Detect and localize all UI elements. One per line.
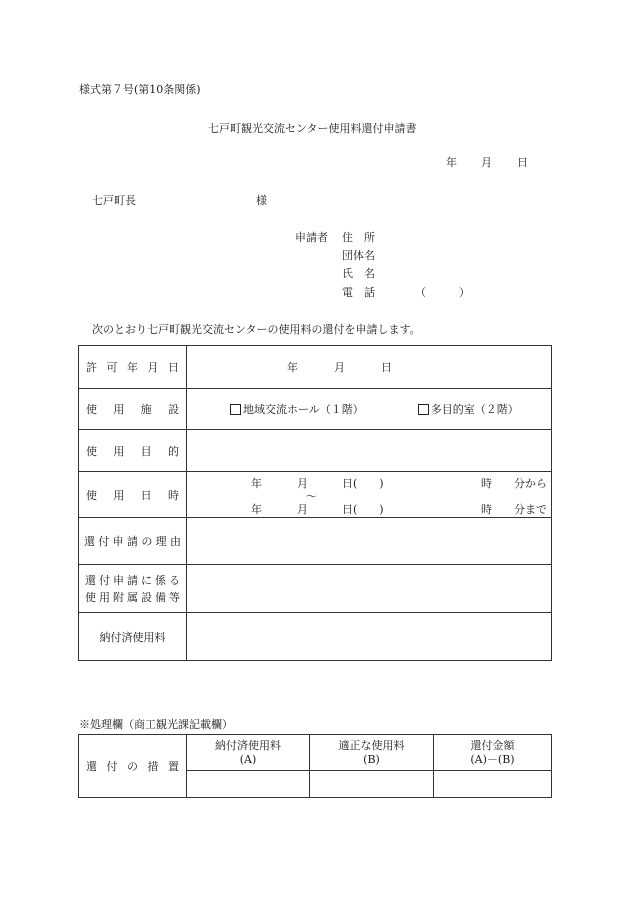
application-table [78, 345, 552, 661]
facility-row [79, 389, 552, 430]
addressee-honorific: 様 [256, 194, 267, 207]
form-title: 七戸町観光交流センター使用料還付申請書 [208, 122, 417, 135]
permit-day: 日 [381, 361, 392, 374]
col-c-value-field[interactable] [434, 771, 552, 798]
addressee-name: 七戸町長 [92, 194, 136, 207]
date-month-label: 月 [481, 156, 492, 169]
facility-label-cell: 使 用 施 設 [79, 389, 187, 430]
col-b-mark: (B) [363, 752, 380, 766]
permit-month: 月 [334, 361, 345, 374]
phone-parentheses: （ ） [415, 286, 470, 299]
group-label: 団体名 [342, 249, 375, 262]
permit-year: 年 [287, 361, 298, 374]
col-b-label: 適正な使用料 [338, 738, 405, 752]
equipment-row [79, 565, 552, 613]
processing-table [78, 734, 552, 798]
datetime-label-cell: 使 用 日 時 [79, 472, 187, 518]
applicant-label: 申請者 [295, 231, 328, 244]
start-day: 日( ) [342, 477, 384, 490]
col-c-label: 還付金額 [470, 738, 515, 752]
end-minute-until: 分まで [514, 503, 547, 516]
col-c-mark: (A)－(B) [470, 752, 515, 766]
purpose-field[interactable] [187, 430, 552, 472]
paid-fee-label-cell [79, 613, 187, 661]
hall-option-label: 地域交流ホール（１階） [243, 403, 364, 416]
processing-header-row [79, 735, 552, 771]
reason-label-cell: 還 付 申 請 の 理 由 [79, 518, 187, 565]
end-month: 月 [297, 503, 308, 516]
name-label: 氏 名 [342, 267, 375, 280]
phone-label: 電 話 [342, 286, 375, 299]
paid-fee-label: 納付済使用料 [99, 630, 166, 644]
hall-checkbox[interactable] [230, 404, 241, 415]
intro-text: 次のとおり七戸町観光交流センターの使用料の還付を申請します。 [92, 323, 421, 336]
start-year: 年 [251, 477, 262, 490]
col-a-header [187, 735, 310, 771]
date-year-label: 年 [446, 156, 457, 169]
paid-fee-row [79, 613, 552, 661]
reason-field[interactable] [187, 518, 552, 565]
permit-date-row [79, 346, 552, 389]
datetime-row [79, 472, 552, 518]
equipment-field[interactable] [187, 565, 552, 613]
start-hour: 時 [481, 477, 492, 490]
permit-date-label-cell: 許 可 年 月 日 [79, 346, 187, 389]
date-day-label: 日 [517, 156, 528, 169]
reason-row [79, 518, 552, 565]
purpose-row [79, 430, 552, 472]
col-c-header [434, 735, 552, 771]
facility-field [187, 389, 552, 430]
paid-fee-field[interactable] [187, 613, 552, 661]
end-day: 日( ) [342, 503, 384, 516]
range-tilde: ～ [306, 490, 317, 503]
col-b-value-field[interactable] [310, 771, 434, 798]
processing-heading: ※処理欄（商工観光課記載欄） [79, 718, 233, 731]
permit-date-field[interactable] [187, 346, 552, 389]
purpose-label-cell: 使 用 目 的 [79, 430, 187, 472]
datetime-field[interactable] [187, 472, 552, 518]
equipment-label-cell: 還 付 申 請 に 係 る 使 用 附 属 設 備 等 [79, 565, 187, 613]
refund-action-label-cell: 還 付 の 措 置 [79, 735, 187, 798]
multipurpose-room-option-label: 多目的室（２階） [430, 403, 519, 416]
col-a-label: 納付済使用料 [215, 738, 281, 752]
end-hour: 時 [481, 503, 492, 516]
multipurpose-room-checkbox[interactable] [418, 404, 429, 415]
start-month: 月 [297, 477, 308, 490]
end-year: 年 [251, 503, 262, 516]
col-a-mark: (A) [239, 752, 257, 766]
start-minute-from: 分から [514, 477, 547, 490]
form-number: 様式第７号(第10条関係) [79, 83, 201, 96]
col-b-header [310, 735, 434, 771]
col-a-value-field[interactable] [187, 771, 310, 798]
address-label: 住 所 [342, 231, 375, 244]
